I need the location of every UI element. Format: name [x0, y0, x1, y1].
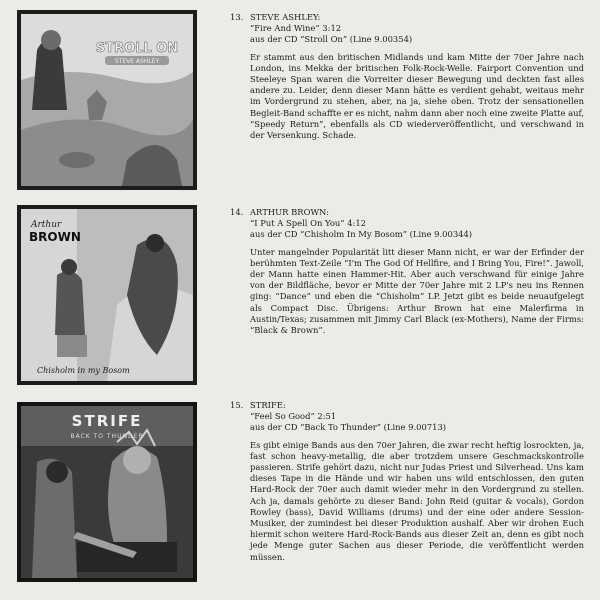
track-entry-14 — [212, 207, 584, 336]
track-entry-13 — [212, 12, 584, 141]
track-number: 15. — [230, 400, 244, 410]
artist-name: STRIFE: — [250, 400, 286, 410]
cover-artist: STEVE ASHLEY — [114, 58, 160, 65]
album-cover-stroll-on — [17, 10, 197, 190]
track-header — [212, 400, 584, 411]
track-header — [212, 12, 584, 23]
track-title: “Feel So Good” 2:51 — [250, 411, 337, 422]
artist-name: ARTHUR BROWN: — [250, 207, 329, 217]
album-cover-back-to-thunder — [17, 402, 197, 582]
track-description: Es gibt einige Bands aus den 70er Jahren, die zwar recht heftig losrockten, ja, fast schon heavy-metallig, die aber trotzdem unsere Geschmackskontrolle passieren. Strife gehört dazu, nicht nur Judas Priest und Silverhead. Uns kam dieses Tape in die Hände und wir haben uns wild entschlossen, den guten Hard-Rock der 70er auch damit wieder mehr in den Vordergrund zu stellen. Ach ja, damals gehörte zu dieser Band: John Reid (guitar & vocals), Gordon Rowley (bass), David Williams (drums) und der eine oder andere Session-Musiker, der zumindest bei dieser Produktion aushalf. Aber wir drohen Euch hiermit schon weitere Hard-Rock-Bands aus dieser Zeit an, denn es gibt noch jede Menge guter Sachen aus dieser Periode, die veröffentlicht werden müssen. — [250, 439, 584, 562]
cover-album-title: BACK TO THUNDER — [70, 433, 144, 440]
track-source: aus der CD “Stroll On” (Line 9.00354) — [250, 34, 413, 45]
album-cover-chisholm — [17, 205, 197, 385]
artist-name: STEVE ASHLEY: — [250, 12, 321, 22]
track-title: “Fire And Wine” 3:12 — [250, 23, 342, 34]
track-number: 14. — [230, 207, 244, 217]
cover-band-name: STRIFE — [71, 412, 143, 430]
track-source: aus der CD “Back To Thunder” (Line 9.00713) — [250, 422, 447, 433]
cover-artist-script: Arthur — [31, 220, 62, 230]
cover-artist-name: BROWN — [29, 230, 81, 244]
track-source: aus der CD “Chisholm In My Bosom” (Line 9.00344) — [250, 229, 473, 240]
cover-title-script: Chisholm in my Bosom — [37, 366, 130, 375]
track-title: “I Put A Spell On You” 4:12 — [250, 218, 367, 229]
track-header — [212, 207, 584, 218]
track-description: Er stammt aus den britischen Midlands und kam Mitte der 70er Jahre nach London, ins Mekka der britischen Folk-Rock-Welle. Fairport Convention und Steeleye Span waren die Vorreiter dieser Bewegung und deckten fast alles andere zu. Leider, denn dieser Mann hätte es verdient gehabt, weitaus mehr im Vordergrund zu stehen, aber, na ja, siehe oben. Trotz der sensationellen Begleit-Band schaffte er es nicht, nahm dann aber noch eine zweite Platte auf, “Speedy Return”, ebenfalls als CD wiederveröffentlicht, und verschwand in der Versenkung. Schade. — [250, 51, 584, 141]
track-number: 13. — [230, 12, 244, 22]
track-entry-15 — [212, 400, 584, 563]
cover-title: STROLL ON — [95, 41, 179, 56]
track-description: Unter mangelnder Popularität litt dieser Mann nicht, er war der Erfinder der berühmten Text-Zeile “I'm The God Of Hellfire, and I Bring You, Fire!”. Jawoll, der Mann hatte einen Hammer-Hit. Aber auch verschwand für einige Jahre von der Bildfläche, bevor er Mitte der 70er Jahre mit 2 LP's neu ins Rennen ging: “Dance” und eben die “Chisholm” LP. Jetzt gibt es beide neuaufgelegt als Compact Disc. Übrigens: Arthur Brown hat eine Malerfirma in Austin/Texas; zusammen mit Jimmy Carl Black (ex-Mothers), Name der Firms: “Black & Brown”. — [250, 246, 584, 336]
